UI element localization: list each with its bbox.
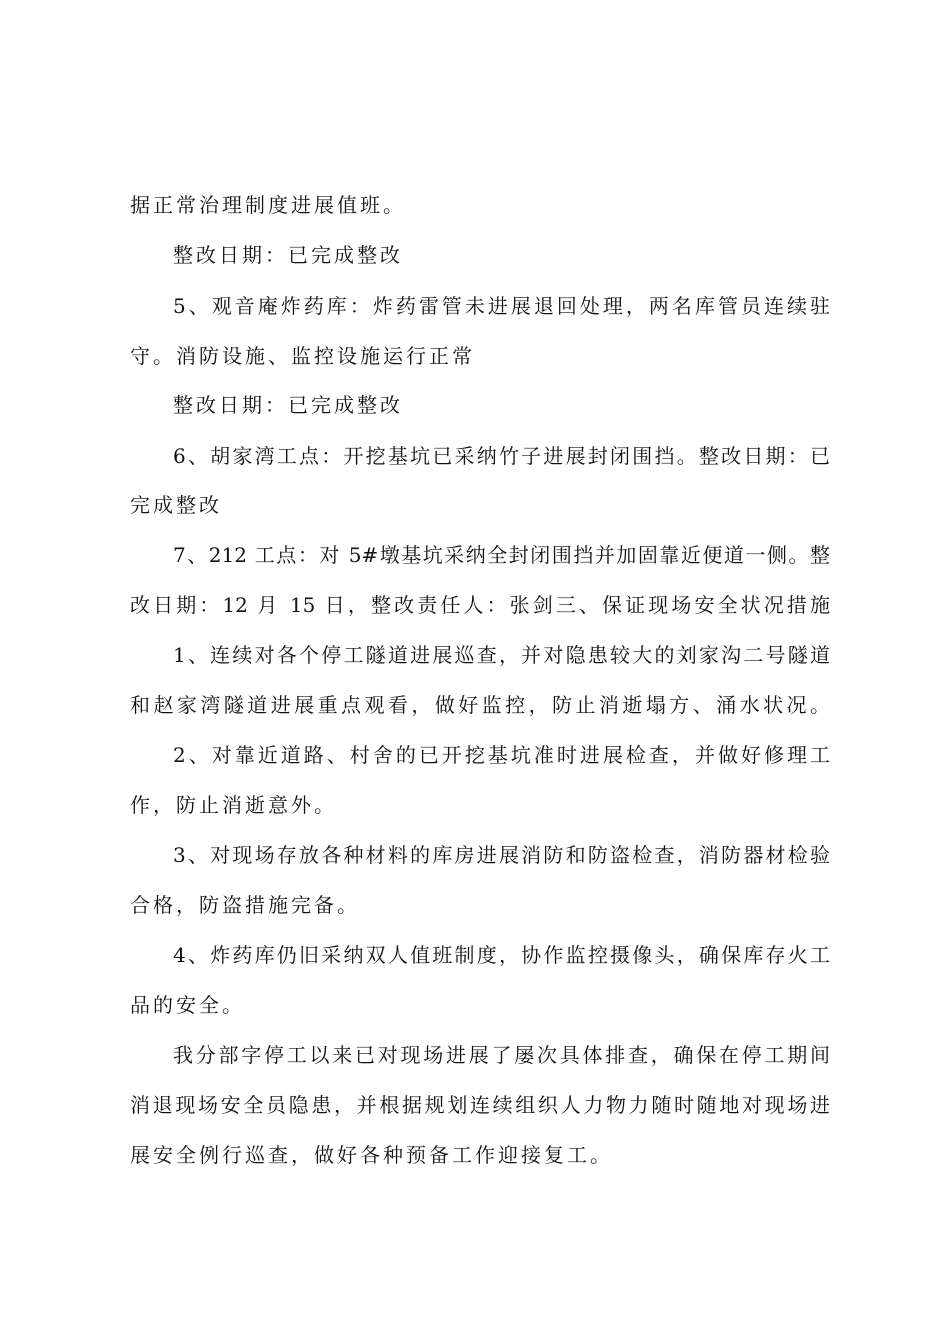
text-line: 3、对现场存放各种材料的库房进展消防和防盗检查，消防器材检验 bbox=[173, 843, 830, 867]
text-line: 5、观音庵炸药库：炸药雷管未进展退回处理，两名库管员连续驻 bbox=[173, 294, 830, 318]
text-line: 品的安全。 bbox=[130, 993, 245, 1017]
text-line: 6、胡家湾工点：开挖基坑已采纳竹子进展封闭围挡。整改日期：已 bbox=[173, 444, 830, 468]
text-line: 和赵家湾隧道进展重点观看，做好监控，防止消逝塌方、涌水状况。 bbox=[130, 693, 830, 717]
text-line: 4、炸药库仍旧采纳双人值班制度，协作监控摄像头，确保库存火工 bbox=[173, 943, 830, 967]
text-line: 展安全例行巡查，做好各种预备工作迎接复工。 bbox=[130, 1143, 613, 1167]
text-line: 据正常治理制度进展值班。 bbox=[130, 193, 406, 217]
text-line: 7、212 工点：对 5#墩基坑采纳全封闭围挡并加固靠近便道一侧。整 bbox=[173, 543, 830, 567]
text-line: 1、连续对各个停工隧道进展巡查，并对隐患较大的刘家沟二号隧道 bbox=[173, 643, 830, 667]
text-line: 完成整改 bbox=[130, 493, 222, 517]
text-line: 整改日期：已完成整改 bbox=[173, 393, 403, 417]
text-line: 2、对靠近道路、村舍的已开挖基坑准时进展检查，并做好修理工 bbox=[173, 743, 830, 767]
text-line: 消退现场安全员隐患，并根据规划连续组织人力物力随时随地对现场进 bbox=[130, 1093, 830, 1117]
text-line: 守。消防设施、监控设施运行正常 bbox=[130, 344, 475, 368]
text-line: 我分部字停工以来已对现场进展了屡次具体排查，确保在停工期间 bbox=[173, 1043, 830, 1067]
text-line: 改日期：12 月 15 日，整改责任人：张剑三、保证现场安全状况措施 bbox=[130, 593, 830, 617]
text-line: 整改日期：已完成整改 bbox=[173, 243, 403, 267]
text-line: 作，防止消逝意外。 bbox=[130, 793, 337, 817]
text-line: 合格，防盗措施完备。 bbox=[130, 893, 360, 917]
